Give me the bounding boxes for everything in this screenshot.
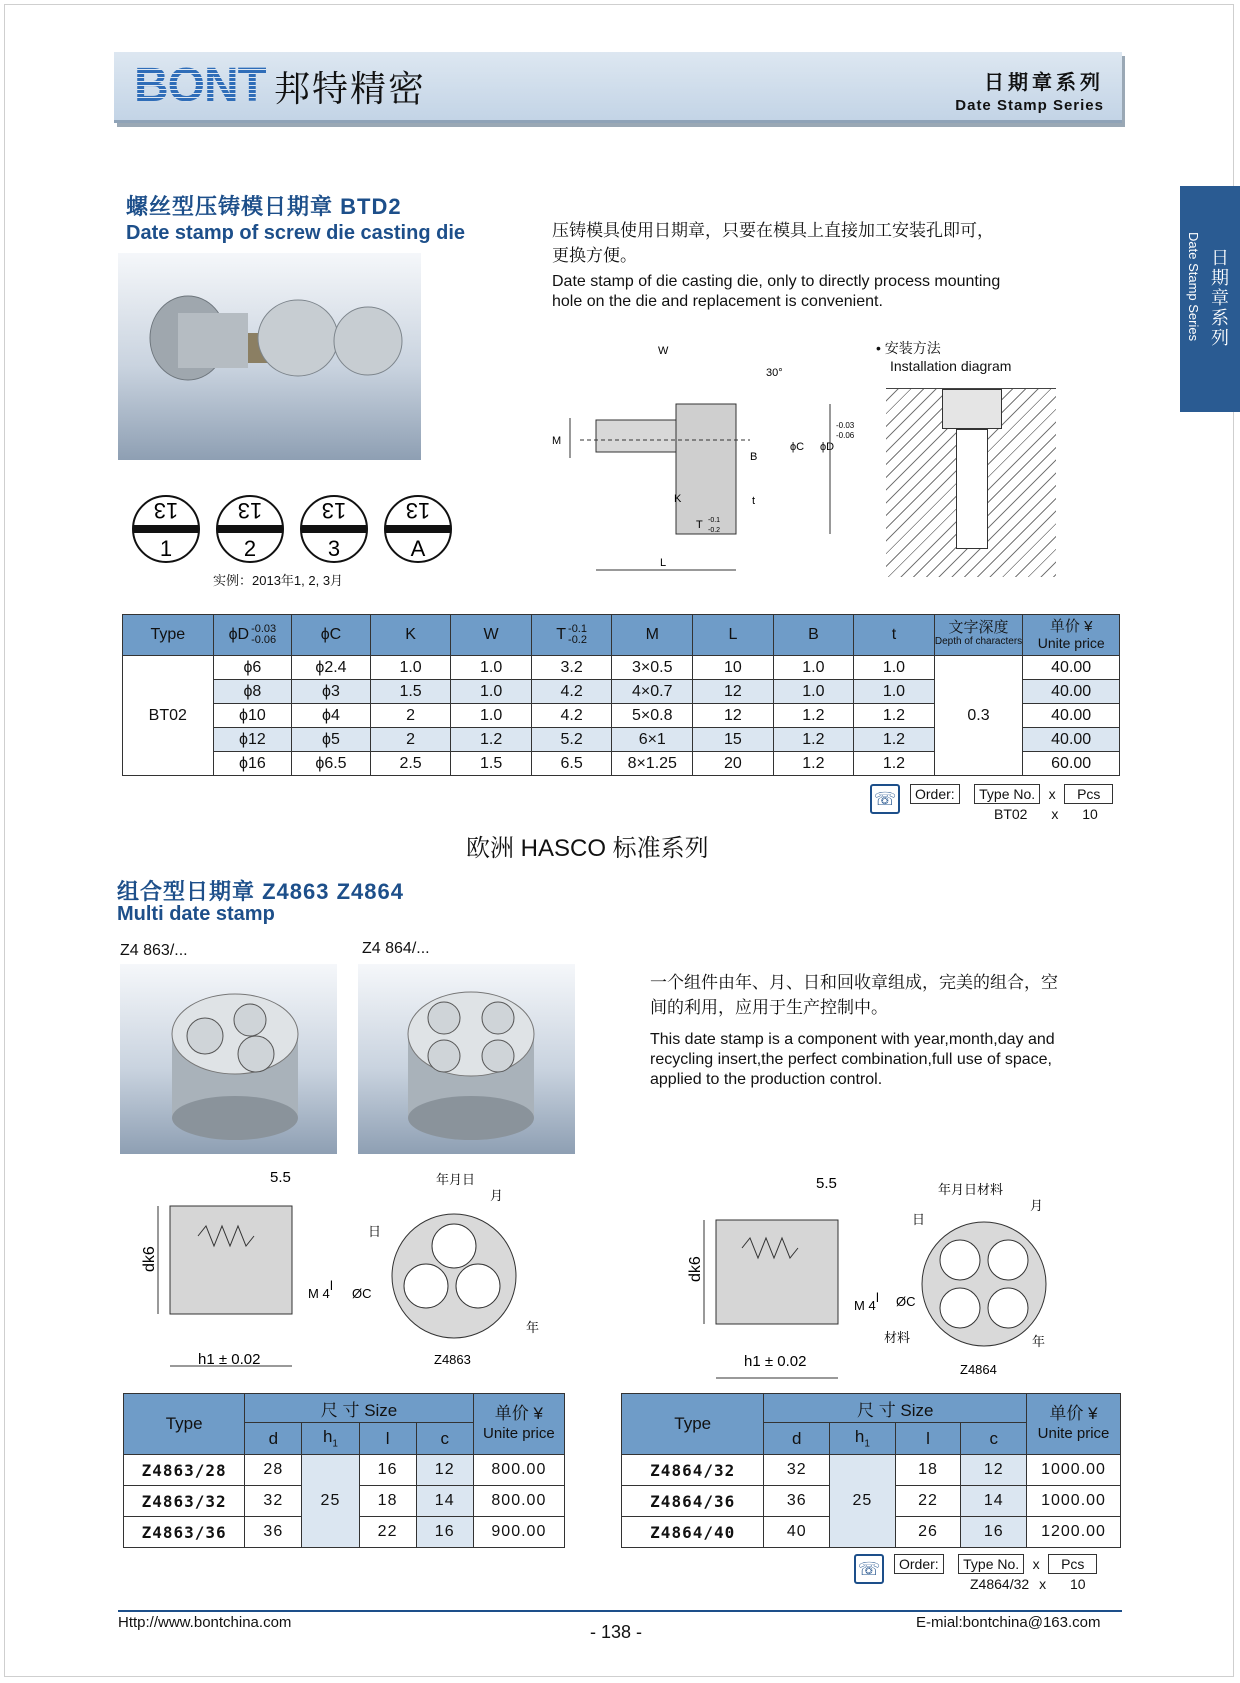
section1-title-cn: 螺丝型压铸模日期章 BTD2 (126, 194, 402, 219)
col-t-small: t (854, 615, 935, 656)
date-dial (217, 496, 283, 562)
table-cell: 4.2 (531, 704, 612, 728)
label-l: L (660, 557, 667, 569)
section2-desc-en (650, 1030, 1055, 1090)
table-cell: 1.0 (451, 704, 532, 728)
section1-desc-cn-line1: 压铸模具使用日期章，只要在模具上直接加工安装孔即可， (552, 221, 994, 240)
section2-desc-en-line3: applied to the production control. (650, 1071, 883, 1088)
table-cell: 8×1.25 (612, 752, 693, 776)
order-example-qty: 10 (1082, 806, 1098, 822)
table-cell: 1.0 (370, 656, 451, 680)
date-dial (301, 496, 367, 562)
z4864-col-price: 单价 ¥ Unite price (1027, 1394, 1121, 1455)
table-cell: 4.2 (531, 680, 612, 704)
table-cell: 6×1 (612, 728, 693, 752)
label-d-tol-low: -0.06 (836, 431, 855, 440)
date-dial (385, 496, 451, 562)
table-cell: 1.0 (773, 656, 854, 680)
table-cell: 1.2 (773, 728, 854, 752)
order2-example-type: Z4864/32 (970, 1576, 1030, 1592)
type-cell: Z4863/36 (124, 1517, 245, 1548)
order2-example-x: x (1039, 1576, 1047, 1592)
table-cell: 1.5 (451, 752, 532, 776)
label-t-small: t (752, 495, 756, 507)
screw-shank (596, 420, 676, 452)
z4864-month: 月 (1030, 1198, 1044, 1213)
photo1-label: Z4 863/... (120, 942, 188, 959)
col-c: ϕC (292, 615, 371, 656)
table-cell: 1.0 (451, 680, 532, 704)
section1-desc-cn (552, 218, 994, 268)
d-cell: 36 (245, 1517, 302, 1548)
date-dial-examples (132, 492, 462, 566)
table-cell: ϕ10 (213, 704, 292, 728)
table-cell: 2 (370, 728, 451, 752)
col-depth: 文字深度 Depth of characters (934, 615, 1023, 656)
price-cell: 1000.00 (1027, 1486, 1121, 1517)
table-cell: 1.0 (773, 680, 854, 704)
z4864-technical-drawing (670, 1174, 1110, 1388)
type-cell: Z4864/40 (622, 1517, 764, 1548)
table-cell: 1.2 (773, 704, 854, 728)
z4863-l: l (330, 1278, 333, 1293)
z4864-spec-table (621, 1393, 1121, 1548)
c-cell: 12 (961, 1455, 1027, 1486)
btd2-photo-illustration (118, 253, 421, 460)
series-title-cn: 日期章系列 (984, 72, 1104, 94)
table-row (622, 1455, 1121, 1486)
btd2-product-photo (118, 253, 421, 460)
price-cell: 40.00 (1023, 704, 1120, 728)
table-cell: ϕ6 (213, 656, 292, 680)
h1-cell: 25 (302, 1455, 359, 1548)
table-cell: ϕ8 (213, 680, 292, 704)
btd2-technical-drawing (540, 340, 860, 580)
h1-cell: 25 (830, 1455, 896, 1548)
z4864-name: Z4864 (960, 1362, 997, 1377)
series-title-en: Date Stamp Series (955, 97, 1104, 114)
order-example-2 (970, 1576, 1086, 1592)
section2-desc-en-line2: recycling insert,the perfect combination,full use of space, (650, 1051, 1052, 1068)
page-number: - 138 - (590, 1622, 643, 1642)
page-header (114, 52, 1122, 123)
d-cell: 28 (245, 1455, 302, 1486)
table-row (124, 1455, 565, 1486)
dial-bar (133, 525, 199, 533)
section1-desc-en (552, 272, 1000, 312)
c-cell: 14 (416, 1486, 473, 1517)
date-dial (133, 496, 199, 562)
order-example-1 (994, 806, 1098, 822)
z4864-material: 材料 (884, 1330, 911, 1345)
c-cell: 12 (416, 1455, 473, 1486)
label-t-tol-up: -0.1 (708, 517, 721, 524)
order-pcs: Pcs (1064, 784, 1113, 804)
example-note: 实例：2013年1, 2, 3月 (213, 573, 344, 588)
z4863-col-price: 单价 ¥ Unite price (473, 1394, 564, 1455)
price-cell: 40.00 (1023, 680, 1120, 704)
price-cell: 40.00 (1023, 728, 1120, 752)
z4863-name: Z4863 (434, 1352, 471, 1367)
table-cell: 12 (693, 704, 774, 728)
z4864-col-c: c (961, 1423, 1027, 1455)
side-tab-cn: 日期章系列 (1209, 248, 1229, 348)
order-type-no: Type No. (974, 784, 1040, 804)
dial-year-label: 13 (153, 498, 179, 523)
table-row (123, 656, 1120, 680)
table-cell: 1.2 (451, 728, 532, 752)
z4864-col-type: Type (622, 1394, 764, 1455)
photo2-label: Z4 864/... (362, 940, 430, 957)
z4864-year: 年 (1032, 1334, 1046, 1349)
price-cell: 1200.00 (1027, 1517, 1121, 1548)
order2-type-no: Type No. (958, 1554, 1024, 1574)
z4863-h1: h1 ± 0.02 (198, 1351, 261, 1368)
install-title-cn: • 安装方法 (876, 340, 941, 356)
footer-email[interactable]: E-mial:bontchina@163.com (916, 1614, 1101, 1631)
col-price: 单价 ¥ Unite price (1023, 615, 1120, 656)
label-k: K (674, 493, 682, 505)
d-cell: 36 (764, 1486, 830, 1517)
dial-row (132, 492, 462, 566)
install-title-en: Installation diagram (890, 358, 1012, 374)
table-cell: 20 (693, 752, 774, 776)
z4863-dk6: dk6 (141, 1246, 158, 1272)
z4864-m4: M 4 (854, 1298, 876, 1313)
label-t: T (696, 519, 703, 531)
phone-order-icon: ☏ (870, 784, 900, 814)
c-cell: 16 (416, 1517, 473, 1548)
side-section-tab[interactable] (1180, 186, 1240, 412)
z4863-year: 年 (526, 1320, 540, 1335)
dial-bar (301, 525, 367, 533)
z4863-col-type: Type (124, 1394, 245, 1455)
z4863-product-photo (120, 964, 337, 1154)
label-angle: 30° (766, 367, 783, 379)
table-cell: 3.2 (531, 656, 612, 680)
label-c: ϕC (790, 441, 805, 453)
z4864-dk6: dk6 (687, 1256, 704, 1282)
z4863-technical-drawing (128, 1166, 568, 1380)
table-cell: 10 (693, 656, 774, 680)
z4864-col-l: l (895, 1423, 961, 1455)
z4863-m4: M 4 (308, 1286, 330, 1301)
type-cell: Z4864/36 (622, 1486, 764, 1517)
col-m: M (612, 615, 693, 656)
type-cell: Z4863/32 (124, 1486, 245, 1517)
order-x: x (1048, 786, 1056, 802)
order-example-x: x (1051, 806, 1059, 822)
l-cell: 18 (359, 1486, 416, 1517)
type-cell: Z4864/32 (622, 1455, 764, 1486)
section2-desc-cn (650, 970, 1058, 1020)
price-cell: 1000.00 (1027, 1455, 1121, 1486)
table-cell: ϕ16 (213, 752, 292, 776)
side-tab-en: Date Stamp Series (1186, 232, 1201, 342)
l-cell: 18 (895, 1455, 961, 1486)
col-b: B (773, 615, 854, 656)
dial-month-label: 2 (243, 536, 257, 561)
table-header-row (123, 615, 1120, 656)
order2-label: Order: (894, 1554, 944, 1574)
col-type: Type (123, 615, 214, 656)
price-cell: 800.00 (473, 1486, 564, 1517)
l-cell: 22 (895, 1486, 961, 1517)
table-cell: ϕ5 (292, 728, 371, 752)
label-w: W (658, 345, 669, 357)
dial-bar (385, 525, 451, 533)
z4863-photo-illustration (120, 964, 337, 1154)
z4863-col-h1: $h_1$ (302, 1423, 359, 1455)
section1-desc-cn-line2: 更换方便。 (552, 246, 637, 265)
z4863-col-size: 尺 寸 Size (245, 1394, 474, 1423)
dial-year-label: 13 (321, 498, 347, 523)
table-cell: 4×0.7 (612, 680, 693, 704)
table-cell: 1.0 (854, 680, 935, 704)
order-label: Order: (910, 784, 960, 804)
dial-month-label: 1 (159, 536, 173, 561)
logo-text: BONT (134, 59, 266, 112)
table-cell: 1.2 (773, 752, 854, 776)
z4864-col-h1: $h_1$ (830, 1423, 896, 1455)
label-t-tol-low: -0.2 (708, 527, 721, 534)
table-cell: 1.0 (854, 656, 935, 680)
section1-desc-en-line2: hole on the die and replacement is convenient. (552, 293, 883, 310)
order2-pcs: Pcs (1048, 1554, 1097, 1574)
footer-divider (118, 1610, 1122, 1612)
d-cell: 40 (764, 1517, 830, 1548)
order-format-2 (894, 1554, 1097, 1574)
z4863-spec-table (123, 1393, 565, 1548)
bt02-spec-table (122, 614, 1120, 776)
col-w: W (451, 615, 532, 656)
price-cell: 900.00 (473, 1517, 564, 1548)
table-cell: 5×0.8 (612, 704, 693, 728)
table-cell: 1.2 (854, 704, 935, 728)
brand-logo (134, 59, 426, 112)
section2-desc-en-line1: This date stamp is a component with year,month,day and (650, 1031, 1055, 1048)
table-cell: ϕ3 (292, 680, 371, 704)
section2-desc-cn-line1: 一个组件由年、月、日和回收章组成，完美的组合，空 (650, 973, 1058, 992)
label-b: B (750, 451, 758, 463)
price-cell: 800.00 (473, 1455, 564, 1486)
price-cell: 40.00 (1023, 656, 1120, 680)
table-cell: ϕ2.4 (292, 656, 371, 680)
label-d-tol-up: -0.03 (836, 421, 855, 430)
z4864-ymdm: 年月日材料 (938, 1182, 1004, 1197)
l-cell: 22 (359, 1517, 416, 1548)
section1-title-en: Date stamp of screw die casting die (126, 222, 465, 244)
z4864-c: ØC (896, 1294, 916, 1309)
stamp-head (676, 404, 736, 534)
table-cell: ϕ6.5 (292, 752, 371, 776)
z4864-col-size: 尺 寸 Size (764, 1394, 1027, 1423)
z4864-dim-55: 5.5 (816, 1175, 837, 1192)
l-cell: 26 (895, 1517, 961, 1548)
label-d: ϕD (820, 441, 835, 453)
hasco-section-title: 欧洲 HASCO 标准系列 (466, 835, 709, 862)
order2-example-qty: 10 (1069, 1576, 1086, 1592)
d-cell: 32 (245, 1486, 302, 1517)
phone-order-icon-2: ☏ (854, 1554, 884, 1584)
footer-url[interactable]: Http://www.bontchina.com (118, 1614, 292, 1631)
dial-bar (217, 525, 283, 533)
table-cell: ϕ4 (292, 704, 371, 728)
type-cell: BT02 (123, 656, 214, 776)
z4863-ymd: 年月日 (436, 1172, 476, 1187)
c-cell: 14 (961, 1486, 1027, 1517)
table-cell: 15 (693, 728, 774, 752)
z4864-h1: h1 ± 0.02 (744, 1353, 807, 1370)
col-k: K (370, 615, 451, 656)
col-d: ϕD -0.03 -0.06 (213, 615, 292, 656)
table-cell: 2 (370, 704, 451, 728)
order2-x: x (1032, 1556, 1040, 1572)
table-cell: ϕ12 (213, 728, 292, 752)
section1-desc-en-line1: Date stamp of die casting die, only to directly process mounting (552, 273, 1001, 290)
z4864-day: 日 (912, 1212, 926, 1227)
section2-title-cn: 组合型日期章 Z4863 Z4864 (117, 879, 404, 904)
dial-year-label: 13 (237, 498, 263, 523)
d-cell: 32 (764, 1455, 830, 1486)
z4864-photo-illustration (358, 964, 575, 1154)
z4863-dim-55: 5.5 (270, 1169, 291, 1186)
company-name: 邦特精密 (273, 68, 426, 110)
table-cell: 1.2 (854, 728, 935, 752)
z4863-c: ØC (352, 1286, 372, 1301)
c-cell: 16 (961, 1517, 1027, 1548)
depth-cell: 0.3 (934, 656, 1023, 776)
l-cell: 16 (359, 1455, 416, 1486)
table-cell: 6.5 (531, 752, 612, 776)
z4864-product-photo (358, 964, 575, 1154)
section2-desc-cn-line2: 间的利用，应用于生产控制中。 (650, 998, 888, 1017)
type-cell: Z4863/28 (124, 1455, 245, 1486)
col-l: L (693, 615, 774, 656)
dial-year-label: 13 (405, 498, 431, 523)
z4864-l: l (876, 1290, 879, 1305)
label-m: M (552, 435, 562, 447)
price-cell: 60.00 (1023, 752, 1120, 776)
z4863-col-l: l (359, 1423, 416, 1455)
z4863-col-c: c (416, 1423, 473, 1455)
table-cell: 1.5 (370, 680, 451, 704)
order-format-1 (910, 784, 1113, 804)
order-example-type: BT02 (994, 806, 1028, 822)
section2-title-en: Multi date stamp (117, 903, 275, 925)
installation-diagram (886, 388, 1056, 577)
table-cell: 12 (693, 680, 774, 704)
table-cell: 3×0.5 (612, 656, 693, 680)
table-cell: 1.0 (451, 656, 532, 680)
z4863-day: 日 (368, 1224, 382, 1239)
col-t: T -0.1 -0.2 (531, 615, 612, 656)
z4864-col-d: d (764, 1423, 830, 1455)
table-cell: 1.2 (854, 752, 935, 776)
series-title (955, 66, 1104, 114)
table-cell: 2.5 (370, 752, 451, 776)
z4863-month: 月 (490, 1188, 504, 1203)
dial-month-label: A (410, 536, 426, 561)
dial-month-label: 3 (327, 536, 341, 561)
z4863-col-d: d (245, 1423, 302, 1455)
table-cell: 5.2 (531, 728, 612, 752)
